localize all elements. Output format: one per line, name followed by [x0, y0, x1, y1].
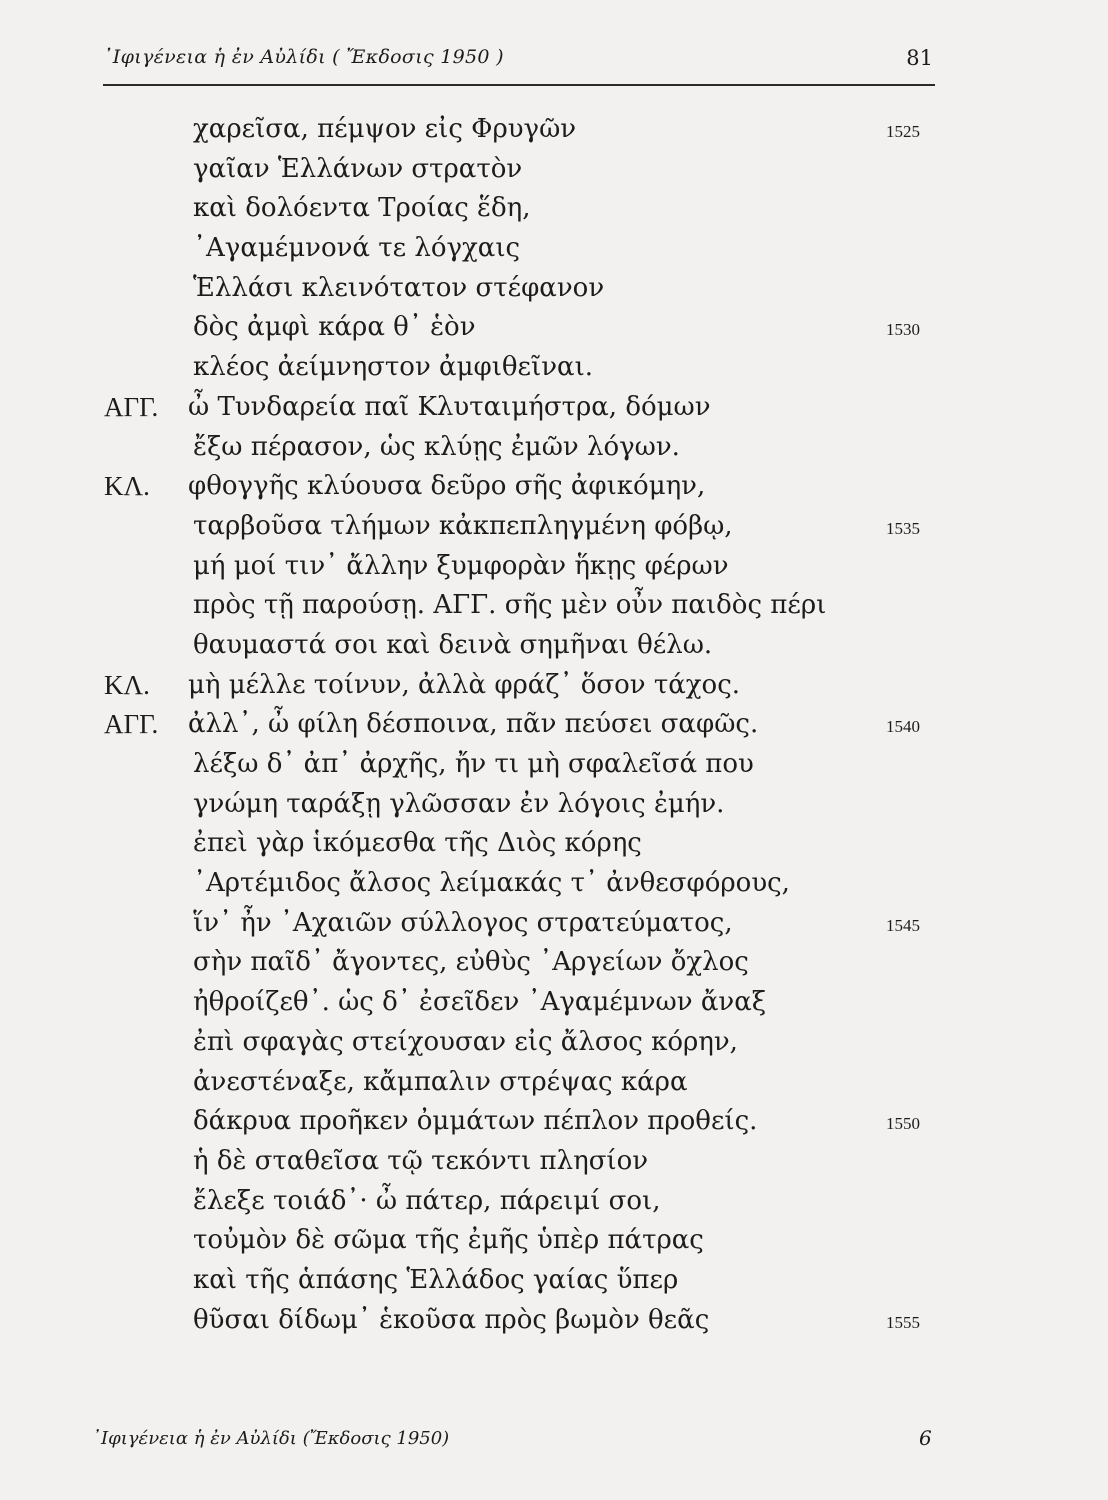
verse-line [100, 110, 960, 150]
signature-mark: 6 [919, 1426, 932, 1450]
verse-line [100, 705, 960, 745]
verse-text: τοὐμὸν δὲ σῶμα τῆς ἐμῆς ὑπὲρ πάτρας [193, 1225, 704, 1256]
speaker-label: ΚΛ. [104, 669, 150, 700]
verse-line [100, 1023, 960, 1063]
verse-text: φθογγῆς κλύουσα δεῦρο σῆς ἀφικόμην, [188, 471, 706, 502]
verse-text: χαρεῖσα, πέμψον εἰς Φρυγῶν [193, 114, 577, 144]
verse-text: κλέος ἀείμνηστον ἀμφιθεῖναι. [193, 352, 594, 383]
header-title: ᾿Ιφιγένεια ἡ ἐν Αὐλίδι ( Ἔκδοσις 1950 ) [103, 46, 504, 68]
line-number: 1540 [886, 717, 920, 737]
verse-block [100, 110, 960, 1340]
verse-text: ἠθροίζεθ᾿. ὡς δ᾿ ἐσεῖδεν ᾿Αγαμέμνων ἄναξ [193, 987, 767, 1018]
verse-text: ἐπεὶ γὰρ ἱκόμεσθα τῆς Διὸς κόρης [193, 828, 642, 859]
verse-text: Ἑλλάσι κλεινότατον στέφανον [193, 272, 605, 303]
verse-line [100, 507, 960, 547]
verse-line [100, 1221, 960, 1261]
line-number: 1555 [886, 1312, 920, 1332]
line-number: 1530 [886, 320, 920, 340]
verse-text: θῦσαι δίδωμ᾿ ἑκοῦσα πρὸς βωμὸν θεᾶς [193, 1304, 710, 1335]
running-header [103, 44, 935, 86]
verse-text: καὶ δολόεντα Τροίας ἕδη, [193, 193, 531, 224]
verse-text: μὴ μέλλε τοίνυν, ἀλλὰ φράζ᾿ ὅσον τάχος. [188, 669, 741, 700]
verse-text: ᾿Αρτέμιδος ἄλσος λείμακάς τ᾿ ἀνθεσφόρους, [193, 868, 790, 899]
verse-text: δάκρυα προῆκεν ὀμμάτων πέπλον προθείς. [193, 1106, 758, 1137]
verse-line [100, 1182, 960, 1222]
verse-text: ἔλεξε τοιάδ᾿· ὦ πάτερ, πάρειμί σοι, [193, 1185, 661, 1216]
verse-text: γνώμη ταράξῃ γλῶσσαν ἐν λόγοις ἐμήν. [193, 788, 725, 819]
verse-text: ᾿Αγαμέμνονά τε λόγχαις [193, 233, 521, 264]
verse-text: ἀνεστέναξε, κἄμπαλιν στρέψας κάρα [193, 1066, 688, 1097]
verse-line [100, 586, 960, 626]
verse-line [100, 229, 960, 269]
verse-text: γαῖαν Ἑλλάνων στρατὸν [193, 153, 523, 184]
verse-text: σὴν παῖδ᾿ ἄγοντες, εὐθὺς ᾿Αργείων ὄχλος [193, 947, 749, 978]
verse-text: ἔξω πέρασον, ὡς κλύῃς ἐμῶν λόγων. [193, 431, 680, 462]
verse-text: ὦ Τυνδαρεία παῖ Κλυταιμήστρα, δόμων [188, 391, 711, 422]
verse-line [100, 1063, 960, 1103]
line-number: 1550 [886, 1114, 920, 1134]
verse-text: ταρβοῦσα τλήμων κἀκπεπληγμένη φόβῳ, [193, 510, 733, 541]
verse-line [100, 745, 960, 785]
verse-line [100, 189, 960, 229]
verse-line [100, 666, 960, 706]
verse-line [100, 308, 960, 348]
verse-line [100, 388, 960, 428]
verse-line [100, 348, 960, 388]
page-number: 81 [906, 46, 933, 70]
verse-text: ἵν᾿ ἦν ᾿Αχαιῶν σύλλογος στρατεύματος, [193, 907, 733, 938]
verse-text: δὸς ἀμφὶ κάρα θ᾿ ἑὸν [193, 312, 476, 343]
verse-line [100, 983, 960, 1023]
verse-line [100, 943, 960, 983]
verse-line [100, 269, 960, 309]
verse-line [100, 785, 960, 825]
verse-text: λέξω δ᾿ ἀπ᾿ ἀρχῆς, ἤν τι μὴ σφαλεῖσά που [193, 749, 754, 779]
verse-text: μή μοί τιν᾿ ἄλλην ξυμφορὰν ἥκῃς φέρων [193, 550, 729, 581]
verse-line [100, 1261, 960, 1301]
line-number: 1535 [886, 518, 920, 538]
verse-line [100, 864, 960, 904]
verse-line [100, 428, 960, 468]
verse-line [100, 626, 960, 666]
speaker-label: ΑΓΓ. [104, 709, 159, 740]
verse-text: πρὸς τῇ παρούσῃ. ΑΓΓ. σῆς μὲν οὖν παιδὸς πέρι [193, 590, 827, 621]
line-number: 1545 [886, 915, 920, 935]
footer-title: ᾿Ιφιγένεια ἡ ἐν Αὐλίδι (Ἔκδοσις 1950) [92, 1428, 450, 1449]
speaker-label: ΚΛ. [104, 471, 150, 502]
verse-line [100, 467, 960, 507]
verse-text: ἀλλ᾿, ὦ φίλη δέσποινα, πᾶν πεύσει σαφῶς. [188, 709, 759, 740]
verse-line [100, 1301, 960, 1341]
verse-text: ἐπὶ σφαγὰς στείχουσαν εἰς ἄλσος κόρην, [193, 1026, 738, 1057]
verse-line [100, 547, 960, 587]
verse-line [100, 1142, 960, 1182]
verse-text: θαυμαστά σοι καὶ δεινὰ σημῆναι θέλω. [193, 629, 713, 660]
verse-line [100, 904, 960, 944]
line-number: 1525 [886, 122, 920, 141]
speaker-label: ΑΓΓ. [104, 391, 159, 422]
verse-line [100, 150, 960, 190]
verse-text: καὶ τῆς ἁπάσης Ἑλλάδος γαίας ὕπερ [193, 1264, 679, 1295]
verse-text: ἡ δὲ σταθεῖσα τῷ τεκόντι πλησίον [193, 1145, 649, 1176]
verse-line [100, 1102, 960, 1142]
verse-line [100, 824, 960, 864]
